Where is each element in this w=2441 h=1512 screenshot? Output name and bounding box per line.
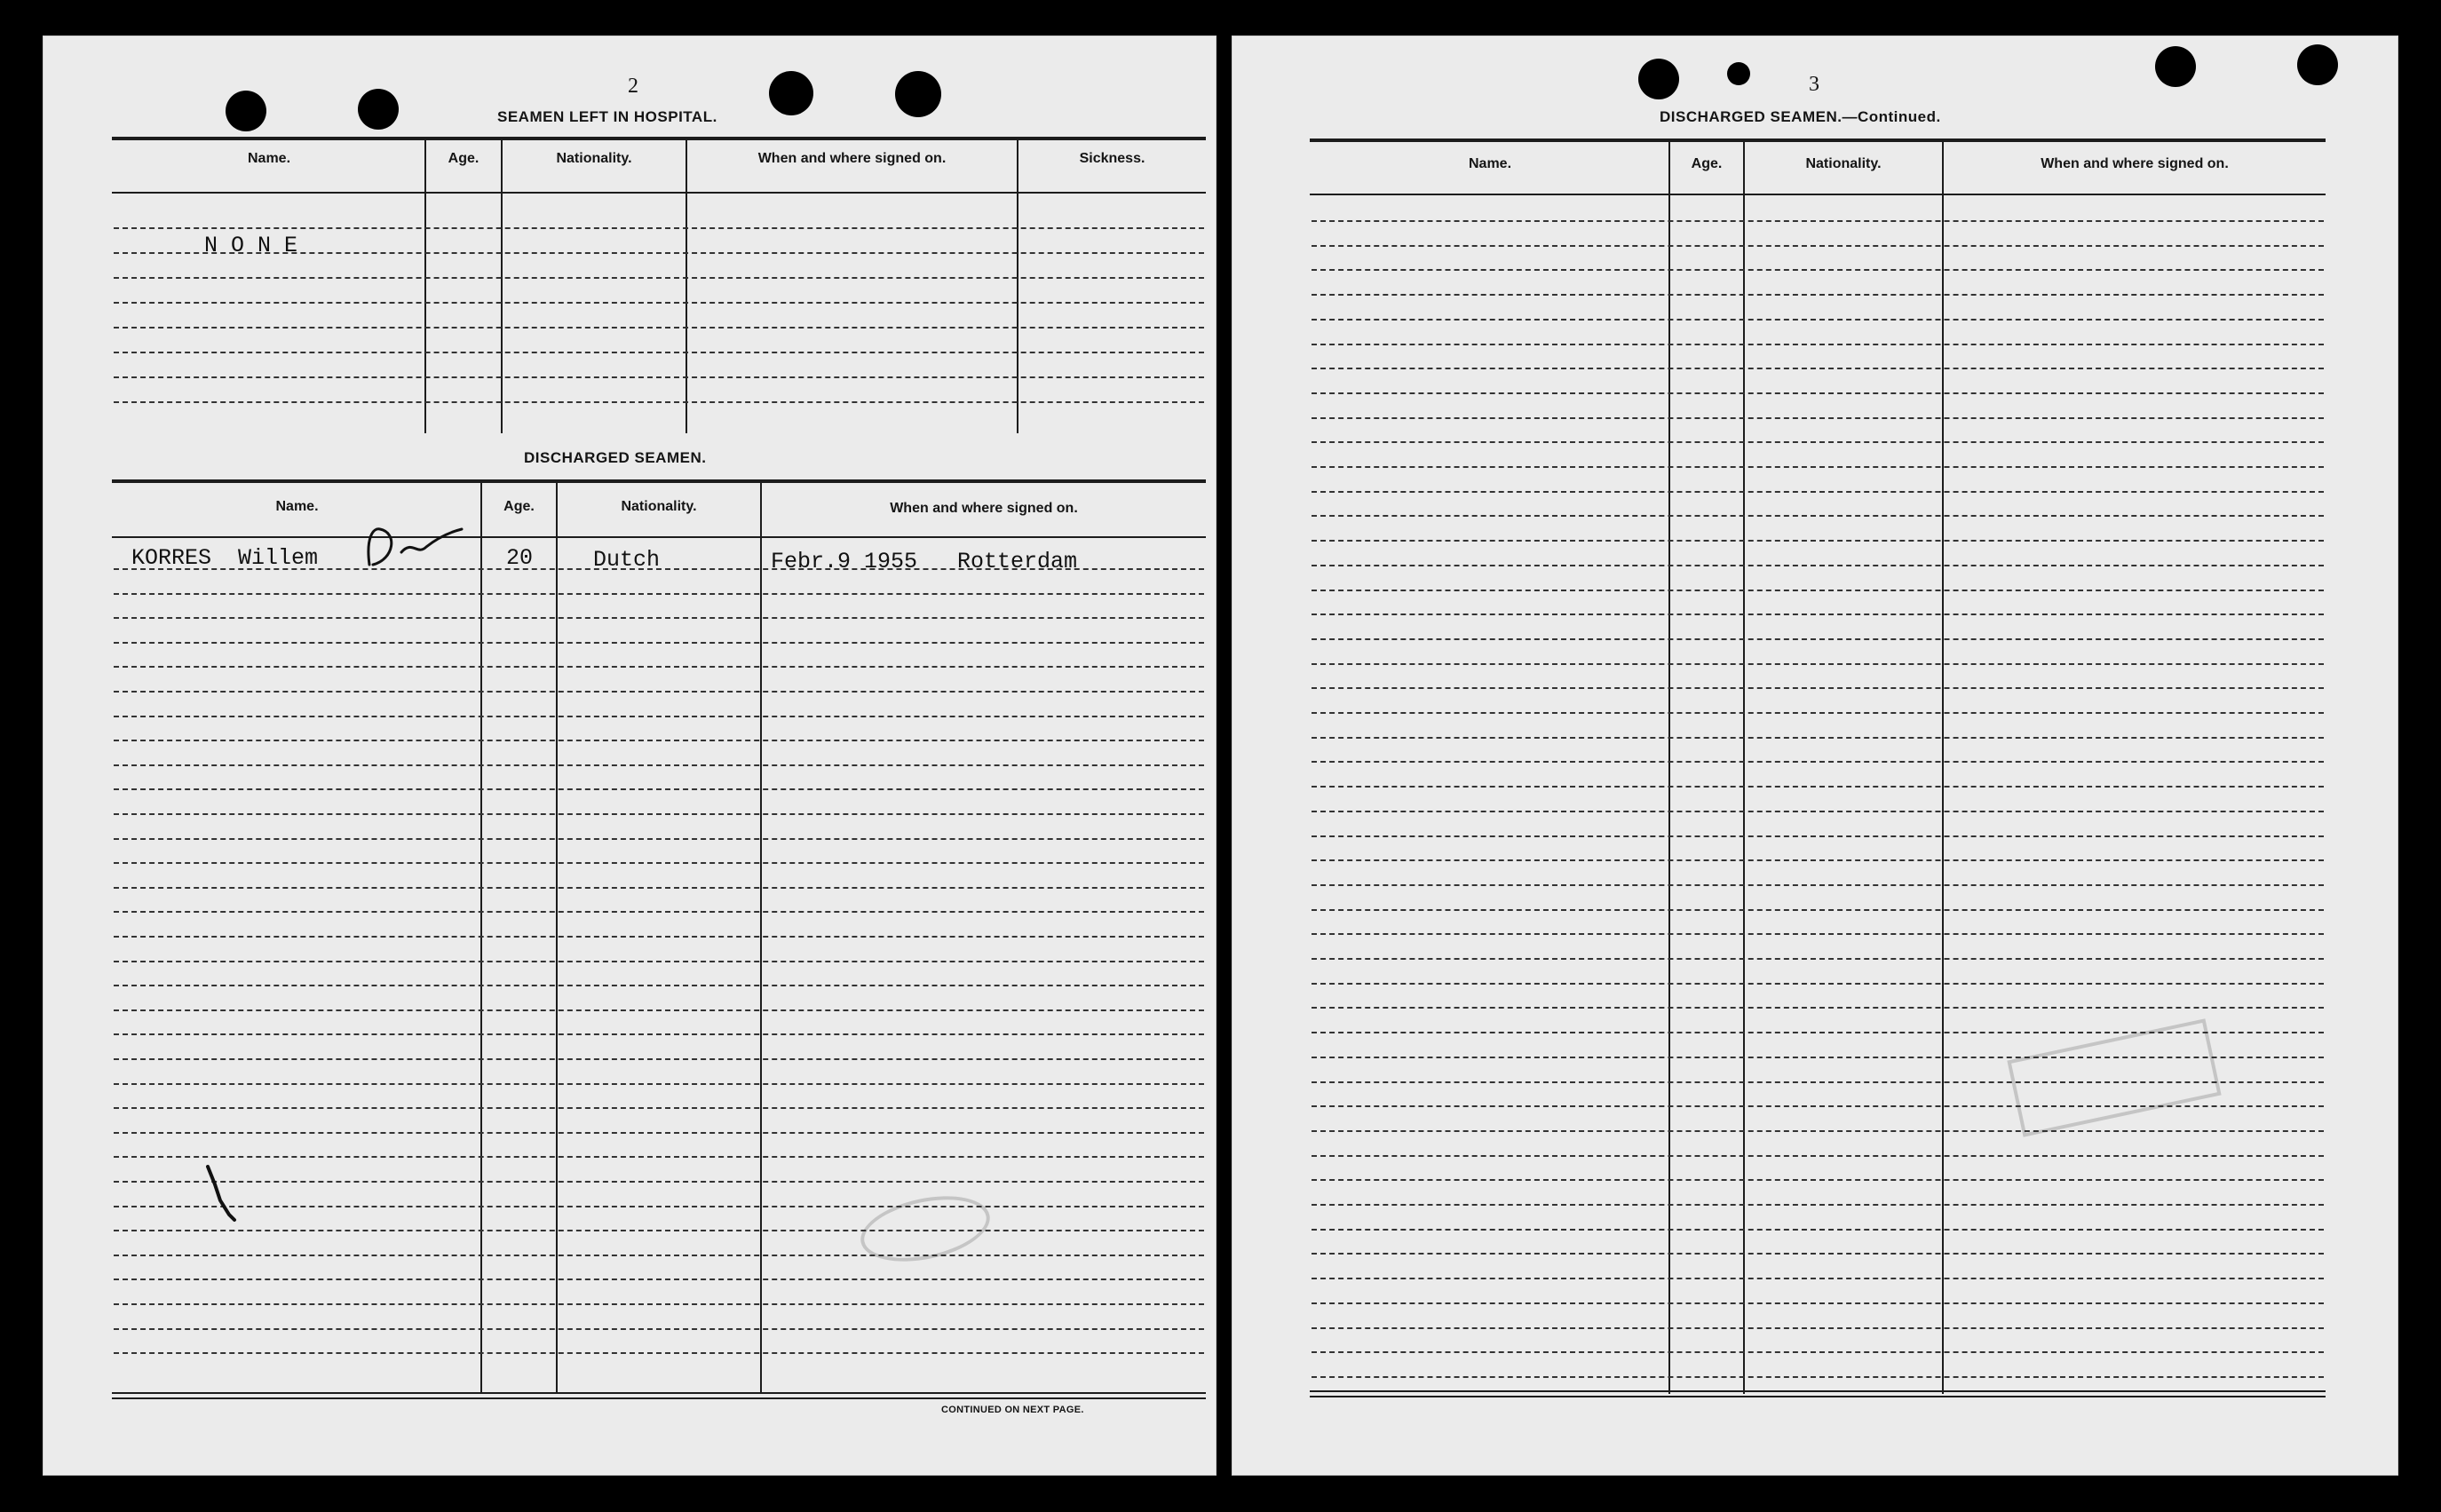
hospital-section-title: SEAMEN LEFT IN HOSPITAL.: [497, 108, 717, 125]
ruled-line: [114, 352, 1204, 353]
punch-hole: [2155, 46, 2196, 87]
punch-hole: [895, 71, 941, 117]
ruled-line: [1312, 392, 2324, 394]
discharged-header-age: Age.: [503, 499, 535, 514]
ruled-line: [114, 617, 1204, 619]
right-header-age: Age.: [1691, 156, 1723, 171]
hospital-header-age: Age.: [448, 151, 479, 166]
page-number: 2: [628, 75, 638, 98]
hospital-col-rule: [501, 140, 503, 433]
discharged-table-bottom-rule-2: [112, 1397, 1206, 1399]
ruled-line: [1312, 1032, 2324, 1033]
ruled-line: [1312, 614, 2324, 615]
ruled-line: [114, 936, 1204, 938]
ruled-line: [114, 401, 1204, 403]
punch-hole: [2297, 44, 2338, 85]
ruled-line: [1312, 1007, 2324, 1009]
ruled-line: [114, 227, 1204, 229]
right-table-bottom-rule: [1310, 1390, 2326, 1392]
ruled-line: [1312, 737, 2324, 739]
ruled-line: [114, 302, 1204, 304]
ruled-line: [1312, 1376, 2324, 1378]
page-number: 3: [1809, 73, 1819, 96]
ruled-line: [114, 862, 1204, 864]
ruled-line: [114, 1230, 1204, 1231]
ruled-line: [1312, 245, 2324, 247]
right-header-signed-on: When and where signed on.: [2041, 156, 2229, 171]
discharged-table-bottom-rule: [112, 1392, 1206, 1394]
ruled-line: [1312, 319, 2324, 321]
pen-mark: [202, 1163, 247, 1230]
ruled-line: [1312, 1155, 2324, 1157]
ruled-line: [114, 1206, 1204, 1207]
ruled-line: [114, 1181, 1204, 1183]
ruled-line: [1312, 1278, 2324, 1279]
ruled-line: [1312, 1351, 2324, 1353]
discharged-row-signed-on: Febr.9 1955 Rotterdam: [771, 549, 1078, 574]
ruled-line: [114, 593, 1204, 595]
ruled-line: [114, 1033, 1204, 1035]
ruled-line: [114, 838, 1204, 840]
ruled-line: [1312, 663, 2324, 665]
ruled-line: [1312, 638, 2324, 640]
ruled-line: [114, 642, 1204, 644]
ruled-line: [1312, 466, 2324, 468]
faint-stamp: [855, 1185, 996, 1271]
hospital-header-sickness: Sickness.: [1079, 151, 1145, 166]
discharged-col-rule: [480, 483, 482, 1394]
ruled-line: [1312, 712, 2324, 714]
ruled-line: [1312, 1081, 2324, 1083]
ruled-line: [114, 1058, 1204, 1060]
ruled-line: [114, 376, 1204, 378]
punch-hole: [1727, 62, 1750, 85]
hospital-header-nationality: Nationality.: [556, 151, 632, 166]
hospital-table-header-rule: [112, 192, 1206, 194]
ruled-line: [1312, 1057, 2324, 1058]
faint-stamp: [2007, 1018, 2221, 1136]
ruled-line: [1312, 220, 2324, 222]
ruled-line: [1312, 933, 2324, 935]
discharged-row-name: KORRES Willem: [131, 545, 319, 571]
discharged-section-title: DISCHARGED SEAMEN.: [524, 449, 707, 466]
discharged-header-nationality: Nationality.: [621, 499, 697, 514]
ruled-line: [1312, 958, 2324, 960]
ruled-line: [114, 961, 1204, 962]
ruled-line: [114, 691, 1204, 693]
ruled-line: [1312, 1105, 2324, 1107]
ruled-line: [1312, 835, 2324, 837]
ruled-line: [1312, 1253, 2324, 1255]
right-table-header-rule: [1310, 194, 2326, 195]
discharged-row-nationality: Dutch: [593, 547, 661, 573]
ruled-line: [1312, 269, 2324, 271]
ruled-line: [114, 1083, 1204, 1085]
hospital-col-rule: [686, 140, 687, 433]
ruled-line: [1312, 786, 2324, 788]
ruled-line: [1312, 491, 2324, 493]
ruled-line: [114, 1278, 1204, 1280]
discharged-row-age: 20: [506, 545, 534, 571]
discharged-table-header-rule: [112, 536, 1206, 538]
hospital-header-signed-on: When and where signed on.: [757, 151, 947, 166]
ruled-line: [114, 277, 1204, 279]
right-table-bottom-rule-2: [1310, 1396, 2326, 1397]
ruled-line: [114, 327, 1204, 329]
ruled-line: [1312, 811, 2324, 812]
discharged-header-signed-on: When and where signed on.: [890, 501, 1078, 516]
right-page: [1232, 36, 2398, 1476]
continued-note: CONTINUED ON NEXT PAGE.: [941, 1405, 1084, 1415]
hospital-col-rule: [424, 140, 426, 433]
right-header-nationality: Nationality.: [1805, 156, 1882, 171]
ruled-line: [1312, 565, 2324, 566]
ruled-line: [1312, 859, 2324, 861]
ruled-line: [1312, 540, 2324, 542]
ruled-line: [114, 911, 1204, 913]
ruled-line: [114, 1132, 1204, 1134]
ruled-line: [114, 666, 1204, 668]
punch-hole: [769, 71, 813, 115]
ruled-line: [114, 985, 1204, 986]
right-col-rule: [1668, 142, 1670, 1394]
ruled-line: [114, 1303, 1204, 1305]
ruled-line: [1312, 368, 2324, 369]
ruled-line: [1312, 1179, 2324, 1181]
hospital-entry: N O N E: [204, 233, 298, 258]
ruled-line: [1312, 344, 2324, 345]
ruled-line: [1312, 417, 2324, 419]
ruled-line: [114, 887, 1204, 889]
ruled-line: [114, 1328, 1204, 1330]
discharged-col-rule: [556, 483, 558, 1394]
ruled-line: [1312, 983, 2324, 985]
hospital-table-top-rule: [112, 137, 1206, 140]
ruled-line: [114, 716, 1204, 717]
ruled-line: [1312, 884, 2324, 886]
ruled-line: [1312, 687, 2324, 689]
right-col-rule: [1743, 142, 1745, 1394]
ruled-line: [1312, 909, 2324, 911]
ruled-line: [1312, 761, 2324, 763]
punch-hole: [226, 91, 266, 131]
ruled-line: [1312, 1204, 2324, 1206]
ruled-line: [114, 1255, 1204, 1256]
ruled-line: [114, 1156, 1204, 1158]
ruled-line: [1312, 1229, 2324, 1231]
discharged-col-rule: [760, 483, 762, 1394]
ruled-line: [114, 252, 1204, 254]
ruled-line: [114, 1107, 1204, 1109]
punch-hole: [358, 89, 399, 130]
hospital-col-rule: [1017, 140, 1018, 433]
discharged-table-top-rule: [112, 479, 1206, 483]
hospital-header-name: Name.: [247, 151, 291, 166]
ruled-line: [114, 788, 1204, 790]
left-page: [43, 36, 1217, 1476]
ruled-line: [114, 813, 1204, 815]
right-header-name: Name.: [1468, 156, 1512, 171]
ruled-line: [1312, 1327, 2324, 1329]
ruled-line: [1312, 441, 2324, 443]
ruled-line: [1312, 294, 2324, 296]
right-col-rule: [1942, 142, 1944, 1394]
ruled-line: [114, 1009, 1204, 1011]
ruled-line: [114, 1352, 1204, 1354]
ruled-line: [1312, 590, 2324, 591]
ruled-line: [114, 568, 1204, 570]
punch-hole: [1638, 59, 1679, 99]
ruled-line: [1312, 1302, 2324, 1304]
ruled-line: [1312, 515, 2324, 517]
ruled-line: [1312, 1130, 2324, 1132]
ruled-line: [114, 764, 1204, 766]
right-section-title: DISCHARGED SEAMEN.—Continued.: [1660, 108, 1941, 125]
discharged-header-name: Name.: [275, 499, 319, 514]
ruled-line: [114, 740, 1204, 741]
right-table-top-rule: [1310, 139, 2326, 142]
